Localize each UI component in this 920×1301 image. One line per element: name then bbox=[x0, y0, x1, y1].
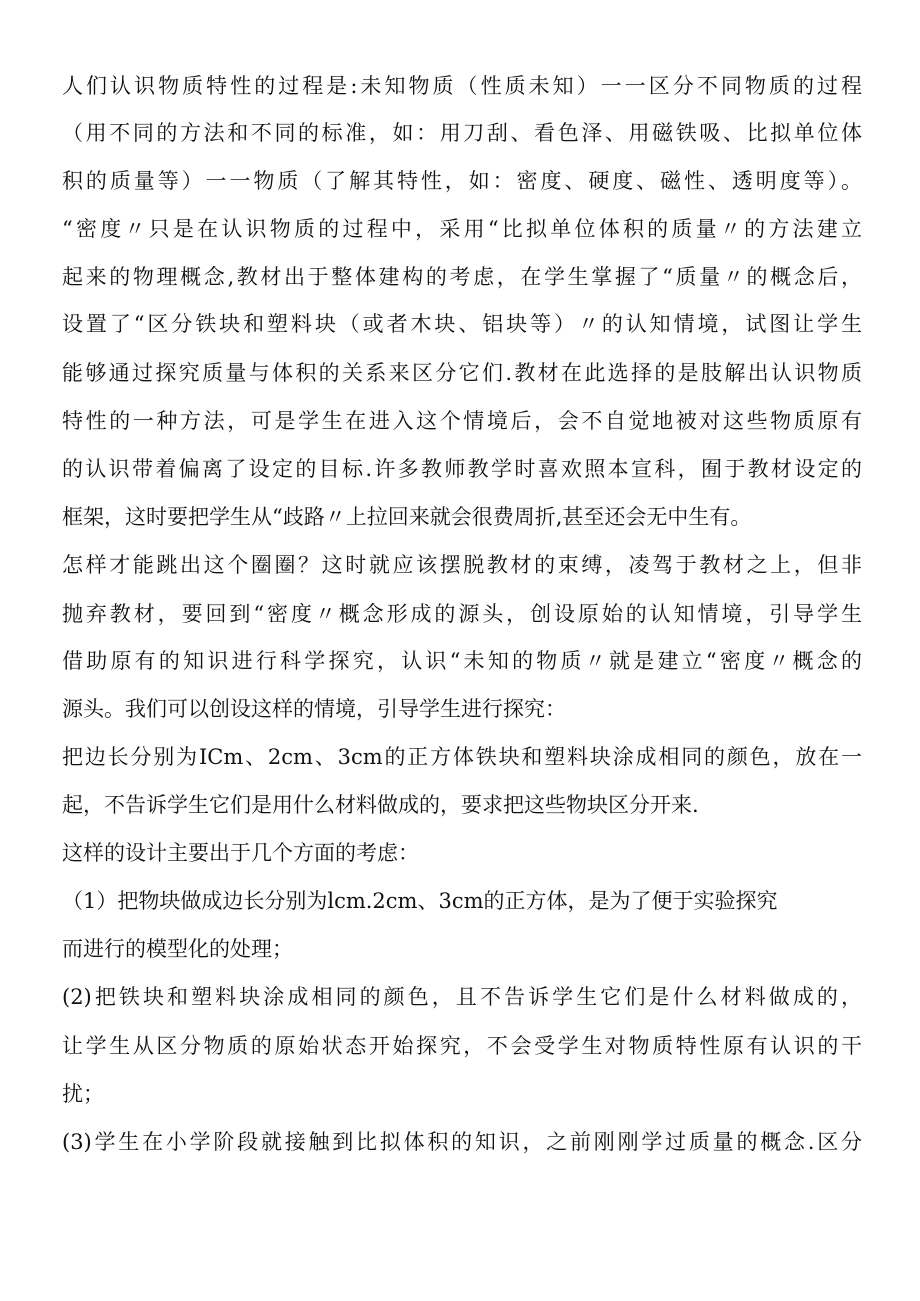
text-line: (3)学生在小学阶段就接触到比拟体积的知识，之前刚刚学过质量的概念.区分 bbox=[62, 1130, 862, 1154]
text-line: 起来的物理概念,教材出于整体建构的考虑，在学生掌握了“质量〃的概念后， bbox=[62, 265, 862, 289]
text-line: 人们认识物质特性的过程是:未知物质（性质未知）一一区分不同物质的过程 bbox=[62, 74, 862, 98]
text-line: （1）把物块做成边长分别为lcm.2cm、3cm的正方体，是为了便于实验探究 bbox=[62, 889, 778, 913]
text-line: 抛弃教材，要回到“密度〃概念形成的源头，创设原始的认知情境，引导学生 bbox=[62, 602, 862, 626]
text-line: 让学生从区分物质的原始状态开始探究，不会受学生对物质特性原有认识的干 bbox=[62, 1034, 862, 1058]
text-line: 起，不告诉学生它们是用什么材料做成的，要求把这些物块区分开来. bbox=[62, 793, 699, 817]
text-line: 扰； bbox=[62, 1082, 104, 1106]
text-line: 能够通过探究质量与体积的关系来区分它们.教材在此选择的是肢解出认识物质 bbox=[62, 361, 862, 385]
text-line: 这样的设计主要出于几个方面的考虑： bbox=[62, 841, 419, 865]
text-line: 而进行的模型化的处理； bbox=[62, 937, 293, 961]
text-line: 的认识带着偏离了设定的目标.许多教师教学时喜欢照本宣科，囿于教材设定的 bbox=[62, 457, 862, 481]
text-line: （用不同的方法和不同的标准，如：用刀刮、看色泽、用磁铁吸、比拟单位体 bbox=[62, 121, 862, 145]
text-line: 设置了“区分铁块和塑料块（或者木块、铝块等）〃的认知情境，试图让学生 bbox=[62, 312, 862, 336]
text-line: 把边长分别为ICm、2cm、3cm的正方体铁块和塑料块涂成相同的颜色，放在一 bbox=[62, 745, 862, 769]
text-line: (2)把铁块和塑料块涂成相同的颜色，且不告诉学生它们是什么材料做成的， bbox=[62, 985, 862, 1009]
text-line: 源头。我们可以创设这样的情境，引导学生进行探究： bbox=[62, 697, 566, 721]
text-line: 借助原有的知识进行科学探究，认识“未知的物质〃就是建立“密度〃概念的 bbox=[62, 649, 862, 673]
text-line: “密度〃只是在认识物质的过程中，采用“比拟单位体积的质量〃的方法建立 bbox=[62, 217, 862, 241]
text-line: 积的质量等）一一物质（了解其特性，如：密度、硬度、磁性、透明度等）。 bbox=[62, 169, 862, 193]
text-line: 怎样才能跳出这个圈圈？这时就应该摆脱教材的束缚，凌驾于教材之上，但非 bbox=[62, 553, 862, 577]
text-line: 特性的一种方法，可是学生在进入这个情境后，会不自觉地被对这些物质原有 bbox=[62, 409, 862, 433]
text-line: 框架，这时要把学生从“歧路〃上拉回来就会很费周折,甚至还会无中生有。 bbox=[62, 505, 752, 529]
